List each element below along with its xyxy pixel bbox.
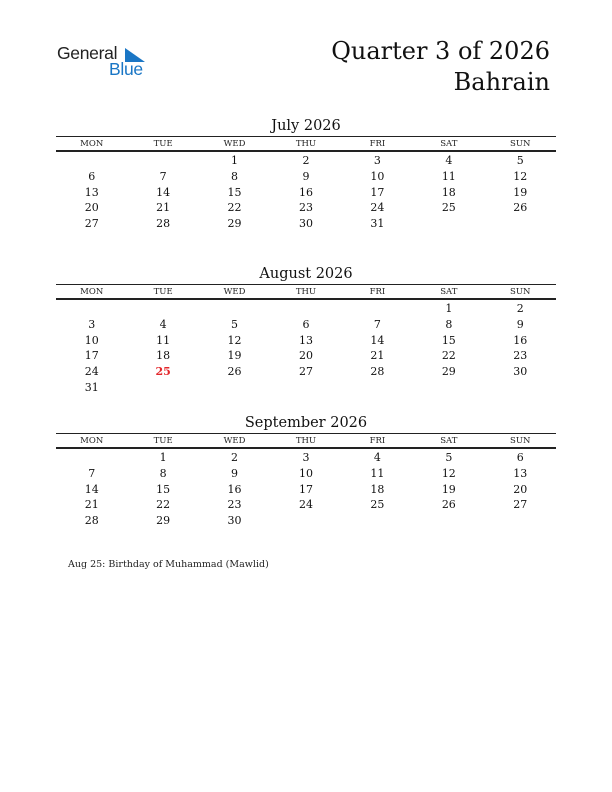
weekday-header	[56, 285, 556, 300]
week-row	[56, 185, 556, 201]
day-cell: 27	[298, 365, 313, 379]
day-cell: 3	[88, 317, 96, 331]
holiday-note: Aug 25: Birthday of Muhammad (Mawlid)	[68, 559, 269, 570]
weekday-label: MON	[56, 285, 127, 299]
week-row	[56, 169, 556, 185]
day-cell: 11	[370, 466, 385, 480]
day-cell: 4	[159, 317, 167, 331]
day-cell: 26	[513, 201, 528, 215]
day-cell: 25	[370, 498, 385, 512]
day-cell: 17	[370, 185, 385, 199]
day-cell: 24	[370, 201, 385, 215]
day-cell: 31	[370, 217, 385, 231]
empty-day-cell	[127, 301, 198, 317]
weekday-label: SAT	[413, 137, 484, 151]
day-cell: 23	[227, 498, 242, 512]
month-title: July 2026	[271, 118, 341, 134]
day-cell: 22	[441, 349, 456, 363]
day-cell: 31	[84, 380, 99, 394]
day-cell: 2	[516, 302, 524, 315]
empty-day-cell	[342, 380, 413, 396]
day-cell: 29	[156, 514, 171, 528]
day-cell: 29	[441, 365, 456, 379]
day-cell: 24	[84, 365, 99, 379]
week-row	[56, 482, 556, 498]
month-calendar	[56, 413, 556, 529]
day-cell: 20	[84, 201, 99, 215]
empty-day-cell	[199, 301, 270, 317]
day-cell: 22	[227, 201, 242, 215]
day-cell: 15	[156, 482, 171, 496]
week-row	[56, 153, 556, 169]
day-cell: 7	[159, 169, 167, 183]
day-cell: 26	[227, 365, 242, 379]
weekday-label: THU	[270, 285, 341, 299]
day-cell: 5	[231, 317, 239, 331]
empty-day-cell	[56, 450, 127, 466]
day-cell: 12	[441, 466, 456, 480]
day-cell: 8	[231, 169, 239, 183]
day-cell: 17	[298, 482, 313, 496]
week-row	[56, 513, 556, 529]
weekday-label: FRI	[342, 434, 413, 448]
weekday-label: SUN	[485, 285, 556, 299]
weekday-header	[56, 434, 556, 449]
weekday-label: WED	[199, 137, 270, 151]
week-row	[56, 364, 556, 380]
day-cell: 2	[231, 451, 239, 464]
day-cell: 9	[231, 466, 239, 480]
weekday-label: WED	[199, 285, 270, 299]
weekday-label: SAT	[413, 285, 484, 299]
day-cell: 27	[84, 217, 99, 231]
day-cell: 21	[84, 498, 99, 512]
weekday-label: THU	[270, 434, 341, 448]
day-cell: 10	[298, 466, 313, 480]
day-cell: 1	[159, 451, 167, 464]
day-cell: 30	[513, 365, 528, 379]
day-cell: 9	[302, 169, 310, 183]
empty-day-cell	[127, 153, 198, 169]
week-row	[56, 333, 556, 349]
day-cell: 3	[302, 451, 310, 464]
day-cell: 9	[516, 317, 524, 331]
logo-word-general: General	[57, 43, 118, 63]
day-cell: 8	[159, 466, 167, 480]
holiday-notes	[68, 559, 269, 570]
empty-day-cell	[342, 513, 413, 529]
week-row	[56, 216, 556, 232]
day-cell: 16	[298, 185, 313, 199]
day-cell: 4	[373, 451, 381, 464]
week-row	[56, 380, 556, 396]
day-cell: 16	[227, 482, 242, 496]
empty-day-cell	[270, 380, 341, 396]
day-cell: 5	[516, 154, 524, 167]
day-cell: 30	[298, 217, 313, 231]
day-cell: 7	[88, 466, 96, 480]
empty-day-cell	[342, 301, 413, 317]
weekday-label: SUN	[485, 434, 556, 448]
day-cell: 14	[370, 333, 385, 347]
day-cell: 29	[227, 217, 242, 231]
day-cell: 4	[445, 154, 453, 167]
weekday-header	[56, 137, 556, 152]
day-cell: 23	[298, 201, 313, 215]
day-cell: 21	[370, 349, 385, 363]
day-cell: 6	[516, 451, 524, 464]
day-cell: 8	[445, 317, 453, 331]
day-cell: 11	[156, 333, 171, 347]
weekday-label: SAT	[413, 434, 484, 448]
day-cell: 3	[373, 154, 381, 167]
day-cell: 26	[441, 498, 456, 512]
week-row	[56, 466, 556, 482]
day-cell: 20	[298, 349, 313, 363]
day-cell: 15	[227, 185, 242, 199]
week-row	[56, 317, 556, 333]
day-cell: 12	[513, 169, 528, 183]
week-row	[56, 450, 556, 466]
weekday-label: FRI	[342, 285, 413, 299]
day-cell: 22	[156, 498, 171, 512]
empty-day-cell	[270, 301, 341, 317]
empty-day-cell	[127, 380, 198, 396]
day-cell: 28	[156, 217, 171, 231]
day-cell: 20	[513, 482, 528, 496]
day-cell: 19	[513, 185, 528, 199]
week-row	[56, 348, 556, 364]
empty-day-cell	[485, 380, 556, 396]
weekday-label: TUE	[127, 285, 198, 299]
holiday-day-cell: 25	[155, 365, 171, 379]
empty-day-cell	[56, 153, 127, 169]
month-title: August 2026	[259, 266, 353, 282]
day-cell: 7	[373, 317, 381, 331]
empty-day-cell	[413, 513, 484, 529]
empty-day-cell	[485, 216, 556, 232]
month-title: September 2026	[244, 415, 368, 431]
day-cell: 21	[156, 201, 171, 215]
empty-day-cell	[56, 301, 127, 317]
day-cell: 13	[513, 466, 528, 480]
week-row	[56, 200, 556, 216]
day-cell: 28	[84, 514, 99, 528]
day-cell: 25	[441, 201, 456, 215]
day-cell: 10	[84, 333, 99, 347]
day-cell: 6	[302, 317, 310, 331]
day-cell: 10	[370, 169, 385, 183]
day-cell: 18	[441, 185, 456, 199]
empty-day-cell	[199, 380, 270, 396]
weekday-label: MON	[56, 434, 127, 448]
day-cell: 18	[156, 349, 171, 363]
logo-word-blue: Blue	[109, 59, 143, 79]
empty-day-cell	[413, 380, 484, 396]
day-cell: 16	[513, 333, 528, 347]
month-calendar	[56, 116, 556, 232]
weekday-label: MON	[56, 137, 127, 151]
day-cell: 1	[445, 302, 453, 315]
weekday-label: WED	[199, 434, 270, 448]
weekday-label: THU	[270, 137, 341, 151]
day-cell: 5	[445, 451, 453, 464]
day-cell: 15	[441, 333, 456, 347]
day-cell: 6	[88, 169, 96, 183]
day-cell: 1	[231, 154, 239, 167]
weekday-label: TUE	[127, 137, 198, 151]
day-cell: 24	[298, 498, 313, 512]
country-title: Bahrain	[453, 68, 550, 96]
quarter-title: Quarter 3 of 2026	[331, 37, 550, 65]
day-cell: 13	[84, 185, 99, 199]
day-cell: 2	[302, 154, 310, 167]
day-cell: 30	[227, 514, 242, 528]
day-cell: 28	[370, 365, 385, 379]
day-cell: 19	[227, 349, 242, 363]
day-cell: 12	[227, 333, 242, 347]
day-cell: 13	[298, 333, 313, 347]
month-calendar	[56, 264, 556, 396]
week-row	[56, 301, 556, 317]
weekday-label: SUN	[485, 137, 556, 151]
weekday-label: TUE	[127, 434, 198, 448]
empty-day-cell	[413, 216, 484, 232]
empty-day-cell	[270, 513, 341, 529]
day-cell: 11	[441, 169, 456, 183]
day-cell: 23	[513, 349, 528, 363]
empty-day-cell	[485, 513, 556, 529]
day-cell: 14	[84, 482, 99, 496]
day-cell: 18	[370, 482, 385, 496]
day-cell: 27	[513, 498, 528, 512]
day-cell: 19	[441, 482, 456, 496]
page-title	[331, 36, 550, 98]
weekday-label: FRI	[342, 137, 413, 151]
general-blue-logo	[57, 43, 157, 83]
day-cell: 14	[156, 185, 171, 199]
day-cell: 17	[84, 349, 99, 363]
week-row	[56, 497, 556, 513]
